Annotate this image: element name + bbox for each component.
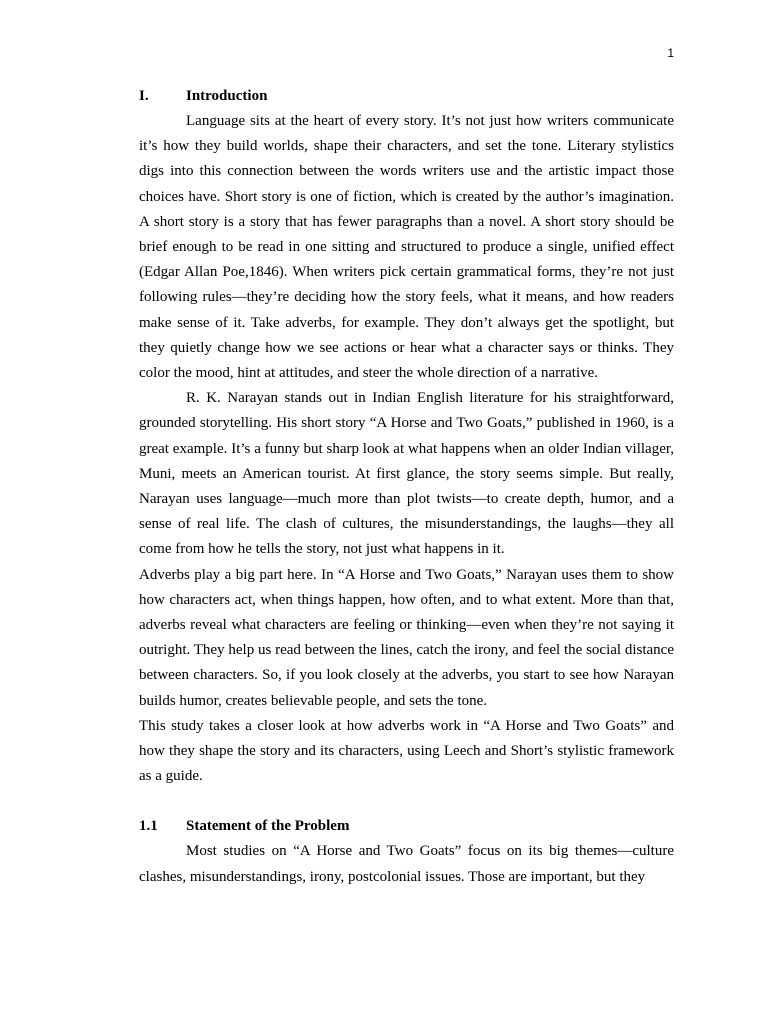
paragraph: R. K. Narayan stands out in Indian English literature for his straightforward, grounded storytelling. His short story “A Horse and Two Goats,” published in 1960, is a great example. It’s a funny but sharp look at what happens when an older Indian villager, Muni, meets an American tourist. At first glance, the story seems simple. But really, Narayan uses language—much more than plot twists—to create depth, humor, and a sense of real life. The clash of cultures, the misunderstandings, the laughs—they all come from how he tells the story, not just what happens in it. (139, 390, 674, 558)
section-gap (139, 789, 674, 814)
paragraph: This study takes a closer look at how adverbs work in “A Horse and Two Goats” and how they shape the story and its characters, using Leech and Short’s stylistic framework as a guide. (139, 717, 674, 785)
section-title: Statement of the Problem (186, 818, 350, 835)
section-number: I. (139, 88, 149, 104)
paragraph: Most studies on “A Horse and Two Goats” focus on its big themes—culture clashes, misunderstandings, irony, postcolonial issues. Those are important, but they (139, 843, 674, 885)
document-body (139, 84, 674, 890)
paragraph: Language sits at the heart of every story. It’s not just how writers communicate it’s how they build worlds, shape their characters, and set the tone. Literary stylistics digs into this connection between the words writers use and the artistic impact those choices have. Short story is one of fiction, which is created by the author’s imagination. A short story is a story that has fewer paragraphs than a novel. A short story should be brief enough to be read in one sitting and structured to produce a single, unified effect (Edgar Allan Poe,1846). When writers pick certain grammatical forms, they’re not just following rules—they’re deciding how the story feels, what it means, and how readers make sense of it. Take adverbs, for example. They don’t always get the spotlight, but they quietly change how we see actions or hear what a character says or thinks. They color the mood, hint at attitudes, and steer the whole direction of a narrative. (139, 113, 674, 382)
section-number: 1.1 (139, 818, 158, 835)
section-heading-statement-of-problem (139, 814, 674, 839)
paragraph: Adverbs play a big part here. In “A Horse and Two Goats,” Narayan uses them to show how characters act, when things happen, how often, and to what extent. More than that, adverbs reveal what characters are feeling or thinking—even when they’re not saying it outright. They help us read between the lines, catch the irony, and feel the social distance between characters. So, if you look closely at the adverbs, you start to see how Narayan builds humor, creates believable people, and sets the tone. (139, 566, 674, 709)
section-title: Introduction (186, 88, 268, 104)
section-heading-introduction (139, 84, 674, 109)
page-number: 1 (667, 46, 674, 60)
